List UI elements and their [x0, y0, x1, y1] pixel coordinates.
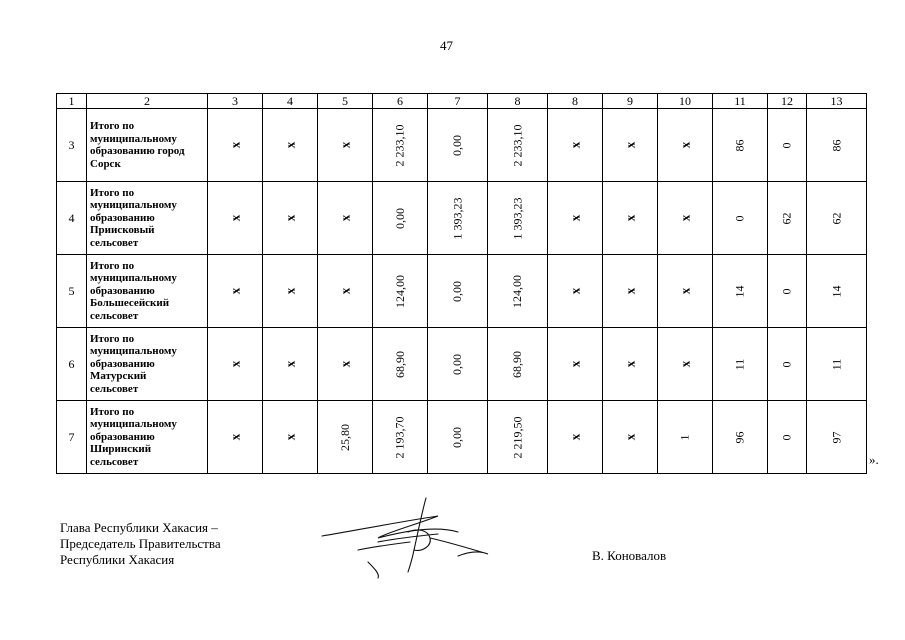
- table-cell: [658, 401, 713, 474]
- column-header: 6: [373, 94, 428, 109]
- table-cell: [807, 328, 867, 401]
- cell-value: 1 393,23: [450, 197, 464, 239]
- signatory-name: В. Коновалов: [592, 548, 667, 563]
- table-cell: [548, 182, 603, 255]
- table-cell: [428, 182, 488, 255]
- table-cell: [658, 109, 713, 182]
- cell-value: 124,00: [510, 274, 524, 308]
- cell-value: 0,00: [450, 134, 464, 156]
- cell-value: 1 393,23: [510, 197, 524, 239]
- municipality-name-line: Сорск: [90, 157, 121, 170]
- table-cell: [548, 109, 603, 182]
- column-header: 8: [548, 94, 603, 109]
- cell-value: x: [677, 287, 692, 295]
- municipality-name-line: образованию: [90, 430, 155, 443]
- cell-value: x: [282, 141, 297, 149]
- column-header: 5: [318, 94, 373, 109]
- row-number: 7: [57, 401, 87, 474]
- municipality-name-line: муниципальному: [90, 345, 177, 358]
- cell-value: 14: [732, 285, 747, 297]
- cell-value: x: [337, 214, 352, 222]
- municipality-name-line: муниципальному: [90, 199, 177, 212]
- municipality-name: [87, 255, 208, 328]
- cell-value: 62: [829, 212, 843, 224]
- table-cell: [548, 328, 603, 401]
- column-header: 2: [87, 94, 208, 109]
- table-row: [57, 109, 867, 182]
- table-cell: [658, 328, 713, 401]
- table-cell: [488, 109, 548, 182]
- table-cell: [428, 328, 488, 401]
- signatory-title: [60, 520, 221, 568]
- cell-value: 2 233,10: [392, 124, 407, 166]
- cell-value: x: [227, 433, 242, 441]
- table-cell: [713, 182, 768, 255]
- municipality-name-line: образованию город: [90, 145, 185, 157]
- municipality-name-line: образованию: [90, 211, 155, 224]
- table-cell: [373, 401, 428, 474]
- cell-value: 62: [779, 212, 794, 224]
- cell-value: 11: [829, 358, 843, 370]
- cell-value: 124,00: [392, 274, 407, 308]
- cell-value: x: [567, 141, 582, 149]
- table-cell: [713, 109, 768, 182]
- table-cell: [208, 328, 263, 401]
- table-row: [57, 401, 867, 474]
- cell-value: x: [677, 360, 692, 368]
- municipality-name-line: Большесейский: [90, 297, 170, 310]
- municipality-name-line: Итого по: [90, 332, 135, 345]
- table-cell: [548, 401, 603, 474]
- column-header: 11: [713, 94, 768, 109]
- cell-value: 68,90: [510, 350, 524, 378]
- table-cell: [428, 401, 488, 474]
- table-cell: [263, 401, 318, 474]
- cell-value: 68,90: [392, 350, 407, 378]
- table-cell: [548, 255, 603, 328]
- municipality-name-line: муниципальному: [90, 272, 177, 285]
- cell-value: 97: [829, 431, 843, 443]
- cell-value: 96: [732, 431, 747, 443]
- table-cell: [603, 401, 658, 474]
- cell-value: x: [227, 287, 242, 295]
- table-cell: [713, 328, 768, 401]
- column-header: 4: [263, 94, 318, 109]
- table-cell: [488, 182, 548, 255]
- cell-value: 86: [829, 139, 843, 151]
- table-row: [57, 182, 867, 255]
- column-header: 12: [768, 94, 807, 109]
- table-cell: [768, 328, 807, 401]
- cell-value: x: [622, 433, 637, 441]
- table-cell: [603, 255, 658, 328]
- table-cell: [768, 109, 807, 182]
- table-cell: [488, 255, 548, 328]
- column-header: 9: [603, 94, 658, 109]
- cell-value: x: [622, 141, 637, 149]
- table-cell: [373, 328, 428, 401]
- cell-value: 0,00: [392, 207, 407, 229]
- cell-value: x: [337, 360, 352, 368]
- table-cell: [768, 255, 807, 328]
- table-cell: [488, 401, 548, 474]
- table-cell: [263, 255, 318, 328]
- municipality-name: [87, 109, 208, 182]
- row-number: 6: [57, 328, 87, 401]
- municipality-name-line: Итого по: [90, 120, 135, 132]
- cell-value: 1: [677, 434, 692, 440]
- table-cell: [318, 182, 373, 255]
- table-cell: [428, 109, 488, 182]
- column-header: 8: [488, 94, 548, 109]
- table-cell: [318, 255, 373, 328]
- municipality-name-line: сельсовет: [90, 455, 139, 468]
- header-row: [57, 94, 867, 109]
- cell-value: x: [567, 433, 582, 441]
- column-header: 1: [57, 94, 87, 109]
- table-cell: [768, 401, 807, 474]
- cell-value: x: [622, 214, 637, 222]
- column-header: 7: [428, 94, 488, 109]
- table-cell: [713, 255, 768, 328]
- cell-value: x: [227, 141, 242, 149]
- municipality-name-line: Итого по: [90, 259, 135, 272]
- cell-value: 14: [829, 285, 843, 297]
- cell-value: x: [677, 141, 692, 149]
- table-cell: [488, 328, 548, 401]
- cell-value: x: [282, 433, 297, 441]
- table-cell: [318, 109, 373, 182]
- table-row: [57, 328, 867, 401]
- cell-value: 86: [732, 139, 747, 151]
- signatory-title-line: Глава Республики Хакасия –: [60, 520, 218, 535]
- table-cell: [768, 182, 807, 255]
- cell-value: 2 219,50: [510, 416, 524, 458]
- table-cell: [807, 255, 867, 328]
- cell-value: x: [567, 287, 582, 295]
- cell-value: 0: [779, 142, 794, 148]
- data-table: [56, 93, 867, 474]
- table-cell: [373, 255, 428, 328]
- cell-value: 0,00: [450, 280, 464, 302]
- cell-value: 0: [779, 434, 794, 440]
- cell-value: 0,00: [450, 426, 464, 448]
- cell-value: x: [337, 287, 352, 295]
- table-cell: [807, 109, 867, 182]
- table-cell: [658, 255, 713, 328]
- page-number: 47: [440, 38, 453, 53]
- row-number: 5: [57, 255, 87, 328]
- cell-value: x: [282, 360, 297, 368]
- municipality-name-line: сельсовет: [90, 382, 139, 395]
- municipality-name-line: образованию: [90, 284, 155, 297]
- cell-value: x: [282, 214, 297, 222]
- municipality-name-line: Итого по: [90, 186, 135, 199]
- municipality-name-line: сельсовет: [90, 236, 139, 249]
- cell-value: 0: [779, 288, 794, 294]
- table-cell: [318, 328, 373, 401]
- table-cell: [603, 182, 658, 255]
- table-cell: [658, 182, 713, 255]
- table-cell: [603, 109, 658, 182]
- handwritten-signature: [318, 492, 518, 582]
- municipality-name: [87, 328, 208, 401]
- column-header: 10: [658, 94, 713, 109]
- municipality-name-line: Матурский: [90, 370, 147, 383]
- table-cell: [263, 328, 318, 401]
- table-cell: [263, 109, 318, 182]
- cell-value: x: [567, 214, 582, 222]
- table-cell: [208, 109, 263, 182]
- table-cell: [208, 401, 263, 474]
- municipality-name-line: Приисковый: [90, 224, 155, 237]
- cell-value: x: [282, 287, 297, 295]
- row-number: 4: [57, 182, 87, 255]
- table-row: [57, 255, 867, 328]
- cell-value: x: [622, 287, 637, 295]
- cell-value: 2 193,70: [392, 416, 407, 458]
- cell-value: x: [227, 360, 242, 368]
- table-cell: [263, 182, 318, 255]
- table-cell: [208, 182, 263, 255]
- municipality-name: [87, 401, 208, 474]
- municipality-name-line: Итого по: [90, 405, 135, 418]
- cell-value: 25,80: [337, 423, 352, 451]
- municipality-name-line: образованию: [90, 357, 155, 370]
- column-header: 13: [807, 94, 867, 109]
- table-cell: [713, 401, 768, 474]
- cell-value: x: [227, 214, 242, 222]
- cell-value: 11: [732, 358, 747, 370]
- municipality-name: [87, 182, 208, 255]
- municipality-name-line: сельсовет: [90, 309, 139, 322]
- row-number: 3: [57, 109, 87, 182]
- municipality-name-line: муниципальному: [90, 418, 177, 431]
- signatory-title-line: Председатель Правительства: [60, 536, 221, 551]
- cell-value: 0: [779, 361, 794, 367]
- table-cell: [807, 182, 867, 255]
- table-body: [57, 94, 867, 474]
- cell-value: x: [622, 360, 637, 368]
- signatory-title-line: Республики Хакасия: [60, 552, 175, 567]
- cell-value: x: [337, 141, 352, 149]
- cell-value: x: [567, 360, 582, 368]
- table-cell: [208, 255, 263, 328]
- cell-value: 0,00: [450, 353, 464, 375]
- table-cell: [318, 401, 373, 474]
- cell-value: 2 233,10: [510, 124, 524, 166]
- municipality-name-line: муниципальному: [90, 132, 177, 145]
- table-cell: [807, 401, 867, 474]
- municipality-name-line: Ширинский: [90, 443, 152, 456]
- closing-quote: ».: [869, 452, 879, 467]
- table-cell: [373, 182, 428, 255]
- table-cell: [603, 328, 658, 401]
- column-header: 3: [208, 94, 263, 109]
- cell-value: x: [677, 214, 692, 222]
- table-cell: [428, 255, 488, 328]
- cell-value: 0: [732, 215, 747, 221]
- table-cell: [373, 109, 428, 182]
